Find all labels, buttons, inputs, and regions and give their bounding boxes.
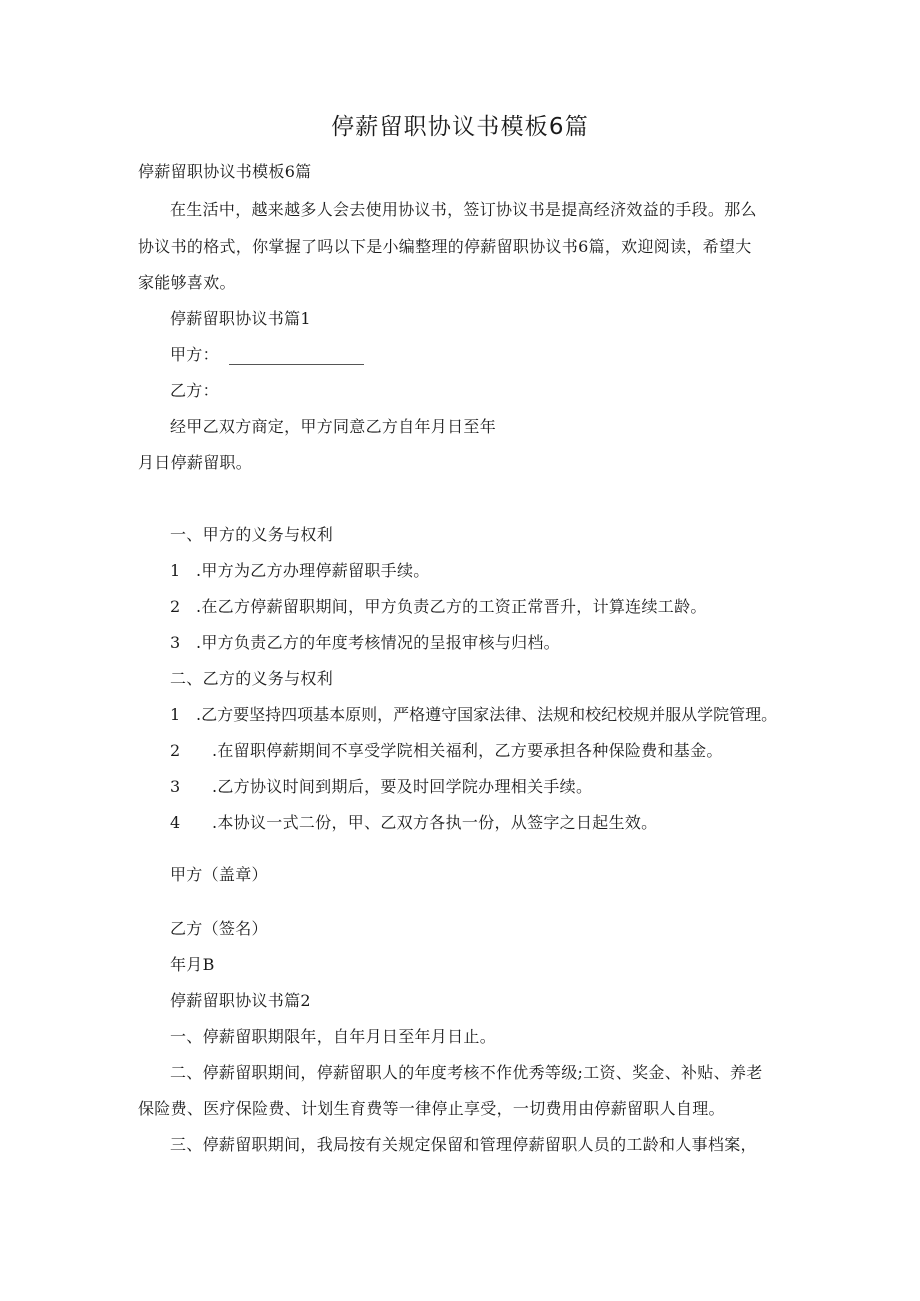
party-a-seal: 甲方（盖章） (170, 865, 268, 884)
item-number: 2 (170, 741, 181, 760)
section2-item (170, 741, 723, 761)
party-b-label: 乙方： (170, 381, 219, 400)
item-number: 2 (170, 597, 181, 616)
party-a-blank (229, 348, 364, 365)
item-number: 1 (170, 561, 181, 580)
party-a-line (170, 345, 364, 365)
part2-heading: 停薪留职协议书篇2 (170, 991, 311, 1010)
party-b-signature: 乙方（签名） (170, 919, 268, 938)
part2-clause-3-line-1: 三、停薪留职期间，我局按有关规定保留和管理停薪留职人员的工龄和人事档案， (170, 1135, 757, 1154)
item-number: 3 (170, 777, 181, 796)
document-title: 停薪留职协议书模板6篇 (331, 114, 589, 140)
section1-item (170, 597, 707, 617)
item-number: 4 (170, 813, 181, 832)
item-number: 3 (170, 633, 181, 652)
item-text: .乙方协议时间到期后，要及时回学院办理相关手续。 (212, 777, 593, 796)
party-a-label: 甲方： (170, 345, 219, 364)
section2-heading: 二、乙方的义务与权利 (170, 669, 334, 688)
intro-line-3: 家能够喜欢。 (138, 273, 236, 292)
item-text: .乙方要坚持四项基本原则，严格遵守国家法律、法规和校纪校规并服从学院管理。 (196, 705, 778, 724)
section1-heading: 一、甲方的义务与权利 (170, 525, 334, 544)
signature-date: 年月B (170, 955, 215, 974)
part2-clause-2-line-2: 保险费、医疗保险费、计划生育费等一律停止享受，一切费用由停薪留职人自理。 (138, 1099, 725, 1118)
part2-clause-1: 一、停薪留职期限年，自年月日至年月日止。 (170, 1027, 497, 1046)
section1-item (170, 561, 430, 581)
section2-item (170, 777, 592, 797)
intro-line-1: 在生活中，越来越多人会去使用协议书，签订协议书是提高经济效益的手段。那么 (170, 200, 757, 219)
item-text: .甲方负责乙方的年度考核情况的呈报审核与归档。 (196, 633, 560, 652)
section1-item (170, 633, 560, 653)
document-subtitle: 停薪留职协议书模板6篇 (138, 162, 312, 181)
item-text: .在留职停薪期间不享受学院相关福利，乙方要承担各种保险费和基金。 (212, 741, 723, 760)
part1-heading: 停薪留职协议书篇1 (170, 309, 311, 328)
agreement-line-1: 经甲乙双方商定，甲方同意乙方自年月日至年 (170, 417, 497, 436)
item-text: .本协议一式二份，甲、乙双方各执一份，从签字之日起生效。 (212, 813, 658, 832)
item-number: 1 (170, 705, 181, 724)
item-text: .甲方为乙方办理停薪留职手续。 (196, 561, 430, 580)
agreement-line-2: 月日停薪留职。 (138, 453, 253, 472)
part2-clause-2-line-1: 二、停薪留职期间，停薪留职人的年度考核不作优秀等级;工资、奖金、补贴、养老 (170, 1063, 763, 1082)
item-text: .在乙方停薪留职期间，甲方负责乙方的工资正常晋升，计算连续工龄。 (196, 597, 707, 616)
section2-item (170, 705, 777, 725)
intro-line-2: 协议书的格式，你掌握了吗以下是小编整理的停薪留职协议书6篇，欢迎阅读，希望大 (138, 237, 752, 256)
section2-item (170, 813, 658, 833)
